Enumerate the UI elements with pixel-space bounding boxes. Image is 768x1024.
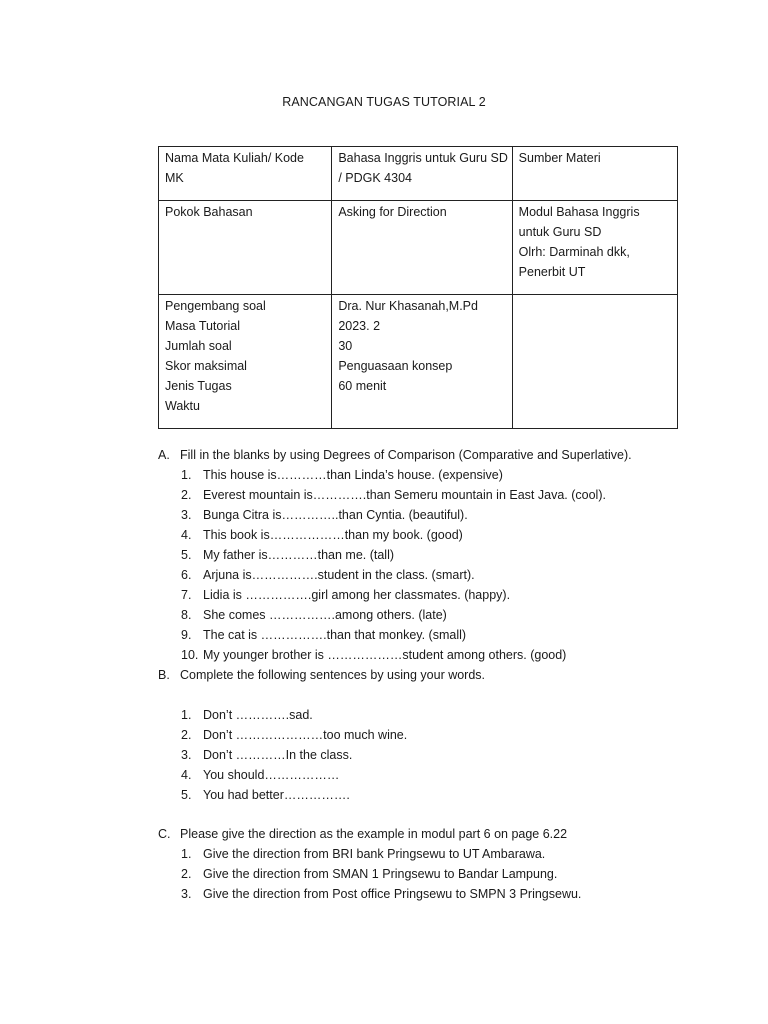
course-name-label-cell (159, 147, 332, 201)
cell-text: 60 menit (338, 379, 387, 393)
cell-text: 2023. 2 (338, 319, 381, 333)
cell-text: MK (165, 171, 184, 185)
list-item (181, 525, 718, 545)
question-list (158, 705, 718, 805)
cell-text: Olrh: Darminah dkk, (518, 245, 630, 259)
cell-text: / PDGK 4304 (338, 171, 412, 185)
source-material-value-cell (512, 201, 677, 295)
cell-text: Jumlah soal (165, 339, 232, 353)
item-number: 7. (181, 588, 192, 602)
item-number: 2. (181, 867, 192, 881)
question-list (158, 844, 718, 904)
details-label-cell (159, 295, 332, 429)
item-number: 1. (181, 847, 192, 861)
section-instruction: Complete the following sentences by using your words. (180, 668, 486, 682)
table-row (159, 147, 678, 201)
list-item (181, 585, 718, 605)
empty-cell (512, 295, 677, 429)
cell-text: Penguasaan konsep (338, 359, 453, 373)
item-text: My younger brother is ………………student among others. (good) (203, 648, 567, 662)
cell-text: Penerbit UT (518, 265, 586, 279)
topic-value-cell (332, 201, 512, 295)
list-item (181, 485, 718, 505)
item-text: Everest mountain is………….than Semeru mountain in East Java. (cool). (203, 488, 606, 502)
item-text: You had better……………. (203, 788, 350, 802)
item-number: 3. (181, 748, 192, 762)
item-text: You should……………… (203, 768, 340, 782)
section-c (158, 824, 718, 904)
list-item (181, 605, 718, 625)
section-letter: A. (158, 448, 170, 462)
item-text: Give the direction from SMAN 1 Pringsewu to Bandar Lampung. (203, 867, 558, 881)
item-number: 4. (181, 528, 192, 542)
item-text: Don’t …………………too much wine. (203, 728, 408, 742)
details-value-cell (332, 295, 512, 429)
item-number: 1. (181, 708, 192, 722)
item-text: Give the direction from Post office Pringsewu to SMPN 3 Pringsewu. (203, 887, 582, 901)
cell-text: Waktu (165, 399, 200, 413)
cell-text: Modul Bahasa Inggris (518, 205, 640, 219)
list-item (181, 765, 718, 785)
list-item (181, 884, 718, 904)
cell-text: Sumber Materi (518, 151, 601, 165)
course-info-table (158, 146, 678, 429)
list-item (181, 785, 718, 805)
cell-text: untuk Guru SD (518, 225, 602, 239)
section-letter: B. (158, 668, 170, 682)
item-number: 6. (181, 568, 192, 582)
item-number: 5. (181, 788, 192, 802)
cell-text: Nama Mata Kuliah/ Kode (165, 151, 304, 165)
cell-text: 30 (338, 339, 353, 353)
item-number: 8. (181, 608, 192, 622)
item-number: 4. (181, 768, 192, 782)
list-item (181, 864, 718, 884)
cell-text: Bahasa Inggris untuk Guru SD (338, 151, 508, 165)
table-row (159, 201, 678, 295)
list-item (181, 645, 718, 665)
item-text: Give the direction from BRI bank Pringsewu to UT Ambarawa. (203, 847, 546, 861)
course-name-value-cell (332, 147, 512, 201)
section-a (158, 445, 718, 665)
item-number: 2. (181, 728, 192, 742)
cell-text: Pengembang soal (165, 299, 266, 313)
section-letter: C. (158, 827, 171, 841)
item-number: 2. (181, 488, 192, 502)
source-material-label-cell (512, 147, 677, 201)
list-item (181, 705, 718, 725)
cell-text: Masa Tutorial (165, 319, 241, 333)
table-row (159, 295, 678, 429)
item-text: Bunga Citra is…………..than Cyntia. (beautiful). (203, 508, 468, 522)
list-item (181, 545, 718, 565)
section-instruction: Fill in the blanks by using Degrees of Comparison (Comparative and Superlative). (180, 448, 632, 462)
item-text: Lidia is …………….girl among her classmates. (happy). (203, 588, 511, 602)
list-item (181, 505, 718, 525)
item-number: 10. (181, 648, 199, 662)
list-item (181, 465, 718, 485)
cell-text: Skor maksimal (165, 359, 247, 373)
section-instruction: Please give the direction as the example in modul part 6 on page 6.22 (180, 827, 568, 841)
cell-text: Dra. Nur Khasanah,M.Pd (338, 299, 478, 313)
list-item (181, 844, 718, 864)
item-text: The cat is …………….than that monkey. (small) (203, 628, 467, 642)
cell-text: Jenis Tugas (165, 379, 232, 393)
item-number: 1. (181, 468, 192, 482)
item-text: This book is………………than my book. (good) (203, 528, 463, 542)
page-title: RANCANGAN TUGAS TUTORIAL 2 (282, 95, 486, 109)
item-text: She comes …………….among others. (late) (203, 608, 447, 622)
list-item (181, 745, 718, 765)
item-text: Arjuna is…………….student in the class. (smart). (203, 568, 475, 582)
item-number: 3. (181, 508, 192, 522)
section-b (158, 665, 718, 805)
list-item (181, 565, 718, 585)
item-number: 9. (181, 628, 192, 642)
cell-text: Asking for Direction (338, 205, 447, 219)
item-text: This house is…………than Linda’s house. (expensive) (203, 468, 503, 482)
item-number: 5. (181, 548, 192, 562)
list-item (181, 625, 718, 645)
item-text: Don’t …………In the class. (203, 748, 353, 762)
cell-text: Pokok Bahasan (165, 205, 253, 219)
item-text: Don’t ………….sad. (203, 708, 313, 722)
item-text: My father is…………than me. (tall) (203, 548, 395, 562)
question-list (158, 465, 718, 665)
item-number: 3. (181, 887, 192, 901)
list-item (181, 725, 718, 745)
topic-label-cell (159, 201, 332, 295)
